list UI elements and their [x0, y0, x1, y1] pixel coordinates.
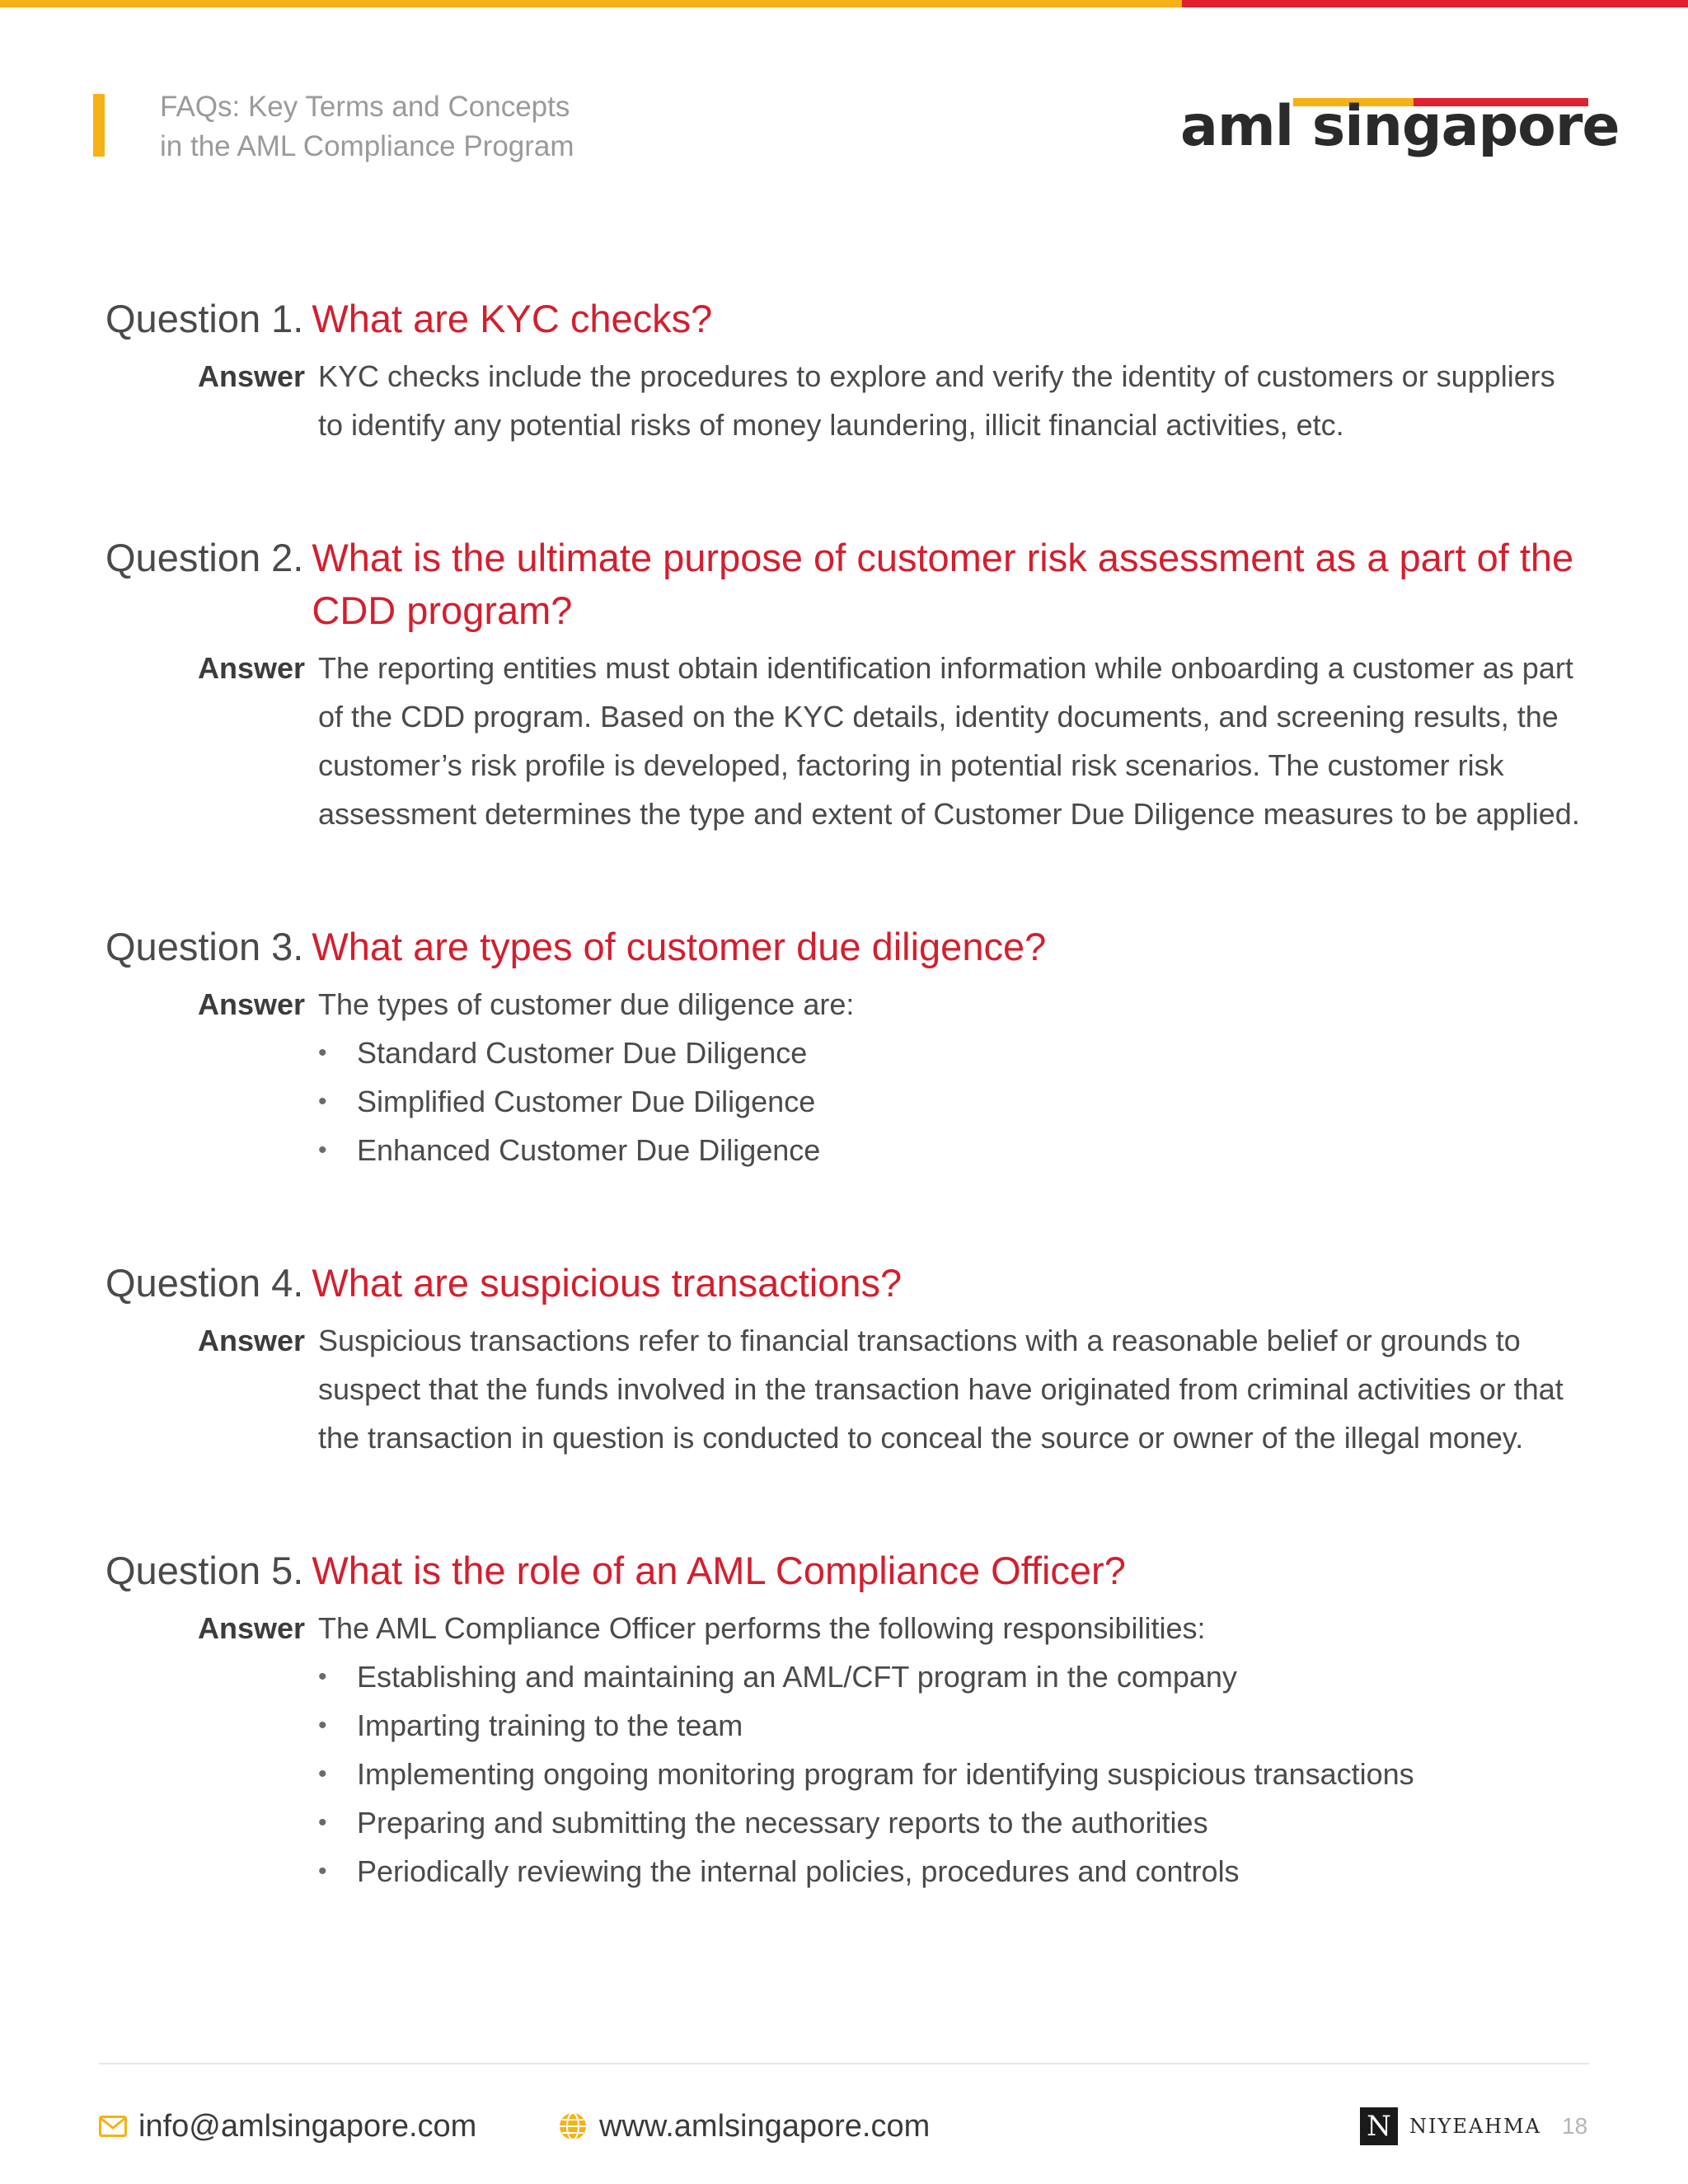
list-item: • Preparing and submitting the necessary reports to the authorities [318, 1798, 1587, 1847]
faq-item-4 [106, 1257, 1589, 1462]
footer-divider [99, 2063, 1589, 2064]
faq-item-5 [106, 1544, 1589, 1896]
top-bar-yellow-segment [0, 0, 1182, 7]
aml-singapore-logo [1180, 87, 1620, 165]
question-heading [106, 532, 1589, 637]
logo-text: aml singapore [1180, 94, 1620, 159]
list-item: • Simplified Customer Due Diligence [318, 1077, 1587, 1126]
answer-label: Answer [198, 987, 306, 1021]
list-item: • Enhanced Customer Due Diligence [318, 1126, 1587, 1174]
page-number: 18 [1562, 2113, 1588, 2139]
faq-content [106, 293, 1589, 1896]
answer-block [106, 352, 1589, 449]
question-heading [106, 921, 1589, 973]
answer-text: The types of customer due diligence are: [318, 987, 855, 1021]
answer-label: Answer [198, 359, 306, 393]
question-text: What are suspicious transactions? [312, 1261, 903, 1305]
list-item: • Periodically reviewing the internal policies, procedures and controls [318, 1847, 1587, 1896]
answer-block [106, 980, 1589, 1174]
answer-bullet-list [318, 1652, 1587, 1896]
question-text: What is the role of an AML Compliance Officer? [312, 1549, 1126, 1592]
brand-letter-mark: N [1360, 2107, 1398, 2145]
list-item: • Standard Customer Due Diligence [318, 1029, 1587, 1077]
answer-text: The reporting entities must obtain identification information while onboarding a customer as part of the CDD program. Based on the KYC details, identity documents, and screening results, the customer’s risk profile is developed, factoring in potential risk scenarios. The customer risk assessment determines the type and extent of Customer Due Diligence measures to be applied. [318, 651, 1580, 831]
page-footer [99, 2097, 1589, 2155]
answer-block [106, 1316, 1589, 1462]
document-title-line-1: FAQs: Key Terms and Concepts [160, 91, 570, 123]
answer-text: KYC checks include the procedures to explore and verify the identity of customers or suppliers to identify any potential risks of money laundering, illicit financial activities, etc. [318, 359, 1555, 442]
question-text: What are types of customer due diligence? [312, 925, 1047, 968]
question-heading [106, 1544, 1589, 1597]
faq-item-1 [106, 293, 1589, 449]
answer-text: The AML Compliance Officer performs the following responsibilities: [318, 1611, 1206, 1645]
faq-item-2 [106, 532, 1589, 838]
question-heading [106, 293, 1589, 345]
answer-label: Answer [198, 1324, 306, 1357]
question-number: Question 5. [106, 1549, 304, 1592]
envelope-icon [99, 2116, 127, 2137]
footer-email[interactable] [99, 2097, 476, 2155]
list-item: • Implementing ongoing monitoring program for identifying suspicious transactions [318, 1750, 1587, 1798]
globe-icon [558, 2111, 588, 2141]
footer-website[interactable] [558, 2097, 930, 2155]
question-text: What are KYC checks? [312, 297, 713, 340]
answer-bullet-list [318, 1029, 1587, 1174]
answer-body [318, 1604, 1587, 1896]
answer-body [318, 980, 1587, 1174]
document-title-line-2: in the AML Compliance Program [160, 130, 574, 162]
question-number: Question 2. [106, 536, 304, 579]
brand-name: NIYEAHMA [1409, 2115, 1542, 2138]
question-number: Question 4. [106, 1261, 304, 1305]
answer-text: Suspicious transactions refer to financial transactions with a reasonable belief or grounds to suspect that the funds involved in the transaction have originated from criminal activities or that the transaction in question is conducted to conceal the source or owner of the illegal money. [318, 1324, 1564, 1455]
footer-website-text: www.amlsingapore.com [599, 2108, 931, 2144]
faq-item-3 [106, 921, 1589, 1174]
question-number: Question 3. [106, 925, 304, 968]
top-bar-red-segment [1182, 0, 1688, 7]
top-accent-bar [0, 0, 1688, 7]
question-text: What is the ultimate purpose of customer risk assessment as a part of the CDD program? [312, 536, 1574, 632]
header-accent-bar [93, 94, 105, 157]
answer-label: Answer [198, 1611, 306, 1645]
question-heading [106, 1257, 1589, 1310]
question-number: Question 1. [106, 297, 304, 340]
footer-email-text: info@amlsingapore.com [138, 2108, 477, 2144]
answer-block [106, 1604, 1589, 1896]
document-title [160, 87, 902, 166]
answer-block [106, 644, 1589, 838]
list-item: • Imparting training to the team [318, 1701, 1587, 1750]
list-item: • Establishing and maintaining an AML/CFT program in the company [318, 1652, 1587, 1701]
answer-label: Answer [198, 651, 306, 685]
niyeahma-brand [1360, 2106, 1541, 2147]
